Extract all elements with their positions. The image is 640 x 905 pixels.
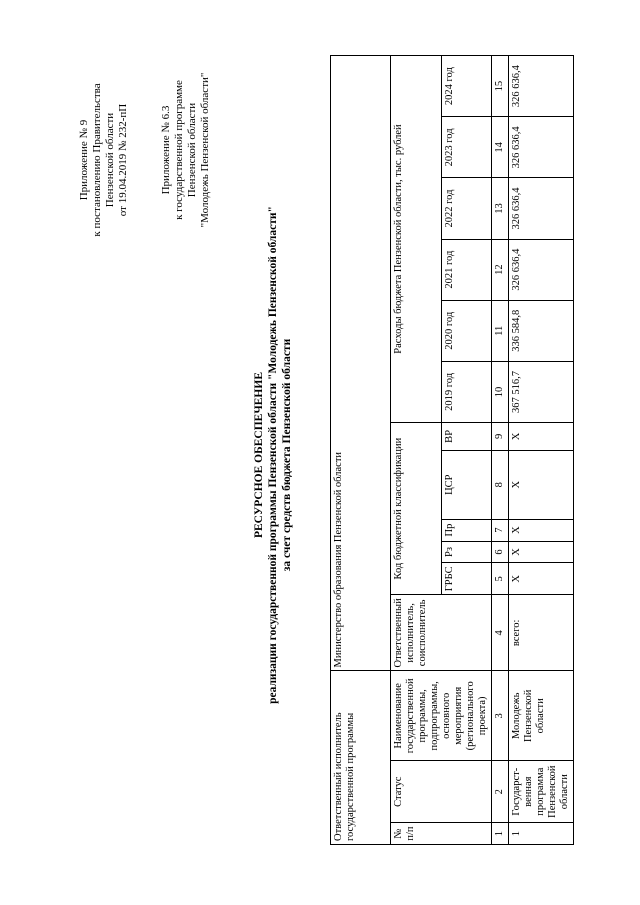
appendix-line: к постановлению Правительства bbox=[91, 83, 103, 237]
row-value: 326 636,4 bbox=[509, 239, 574, 300]
responsible-executor-row bbox=[331, 56, 391, 845]
exec-value: Министерство образования Пензенской области bbox=[331, 56, 391, 671]
column-number: 13 bbox=[492, 178, 509, 239]
header-grbs: ГРБС bbox=[441, 563, 492, 595]
column-number: 7 bbox=[492, 519, 509, 541]
appendix-line: Приложение № 6.3 bbox=[160, 105, 172, 195]
row-csr: Х bbox=[509, 450, 574, 519]
column-number: 2 bbox=[492, 761, 509, 823]
header-row bbox=[391, 56, 442, 845]
program-appendix-note bbox=[160, 50, 212, 250]
row-number: 1 bbox=[509, 823, 574, 845]
appendix-note bbox=[78, 30, 130, 290]
appendix-line: от 19.04.2019 № 232-пП bbox=[117, 103, 129, 217]
column-number: 12 bbox=[492, 239, 509, 300]
row-rz: Х bbox=[509, 541, 574, 563]
appendix-line: Приложение № 9 bbox=[78, 119, 90, 201]
header-vr: ВР bbox=[441, 423, 492, 451]
column-number: 8 bbox=[492, 450, 509, 519]
column-number: 6 bbox=[492, 541, 509, 563]
row-responsible: всего: bbox=[509, 595, 574, 671]
row-pr: Х bbox=[509, 519, 574, 541]
header-year: 2024 год bbox=[441, 56, 492, 117]
title-line: РЕСУРСНОЕ ОБЕСПЕЧЕНИЕ bbox=[253, 372, 265, 539]
row-value: 326 636,4 bbox=[509, 117, 574, 178]
header-status: Статус bbox=[391, 761, 492, 823]
column-number: 4 bbox=[492, 595, 509, 671]
row-value: 326 636,4 bbox=[509, 178, 574, 239]
appendix-line: "Молодежь Пензенской области" bbox=[199, 72, 211, 228]
title-line: реализации государственной программы Пензенской области "Молодежь Пензенской области" bbox=[267, 206, 279, 704]
header-num: № п/п bbox=[391, 823, 492, 845]
header-year: 2019 год bbox=[441, 361, 492, 422]
header-year: 2021 год bbox=[441, 239, 492, 300]
column-number: 9 bbox=[492, 423, 509, 451]
header-name: Наименование государственной программы, подпрограммы, основного мероприятия (регионального проекта) bbox=[391, 671, 492, 761]
column-number: 3 bbox=[492, 671, 509, 761]
row-vr: Х bbox=[509, 423, 574, 451]
title-line: за счет средств бюджета Пензенской области bbox=[281, 338, 293, 572]
column-number: 11 bbox=[492, 300, 509, 361]
document-title bbox=[252, 65, 294, 845]
header-expenses: Расходы бюджета Пензенской области, тыс. рублей bbox=[391, 56, 442, 423]
appendix-line: к государственной программе bbox=[173, 80, 185, 220]
budget-table bbox=[330, 55, 574, 845]
row-value: 336 584,8 bbox=[509, 300, 574, 361]
header-csr: ЦСР bbox=[441, 450, 492, 519]
row-status: Государст-венная программа Пензенской области bbox=[509, 761, 574, 823]
appendix-line: Пензенской области bbox=[186, 102, 198, 198]
header-pr: Пр bbox=[441, 519, 492, 541]
column-number: 14 bbox=[492, 117, 509, 178]
column-number: 10 bbox=[492, 361, 509, 422]
table-row bbox=[509, 56, 574, 845]
row-name: Молодежь Пензенской области bbox=[509, 671, 574, 761]
column-number: 15 bbox=[492, 56, 509, 117]
header-year: 2023 год bbox=[441, 117, 492, 178]
row-value: 326 636,4 bbox=[509, 56, 574, 117]
header-year: 2022 год bbox=[441, 178, 492, 239]
column-number: 5 bbox=[492, 563, 509, 595]
header-budget-code: Код бюджетной классификации bbox=[391, 423, 442, 595]
header-year: 2020 год bbox=[441, 300, 492, 361]
exec-label: Ответственный исполнитель государственной программы bbox=[331, 671, 391, 845]
row-grbs: Х bbox=[509, 563, 574, 595]
column-number-row bbox=[492, 56, 509, 845]
row-value: 367 516,7 bbox=[509, 361, 574, 422]
header-rz: Рз bbox=[441, 541, 492, 563]
appendix-line: Пензенской области bbox=[104, 112, 116, 208]
column-number: 1 bbox=[492, 823, 509, 845]
header-responsible: Ответственный исполнитель, соисполнитель bbox=[391, 595, 492, 671]
